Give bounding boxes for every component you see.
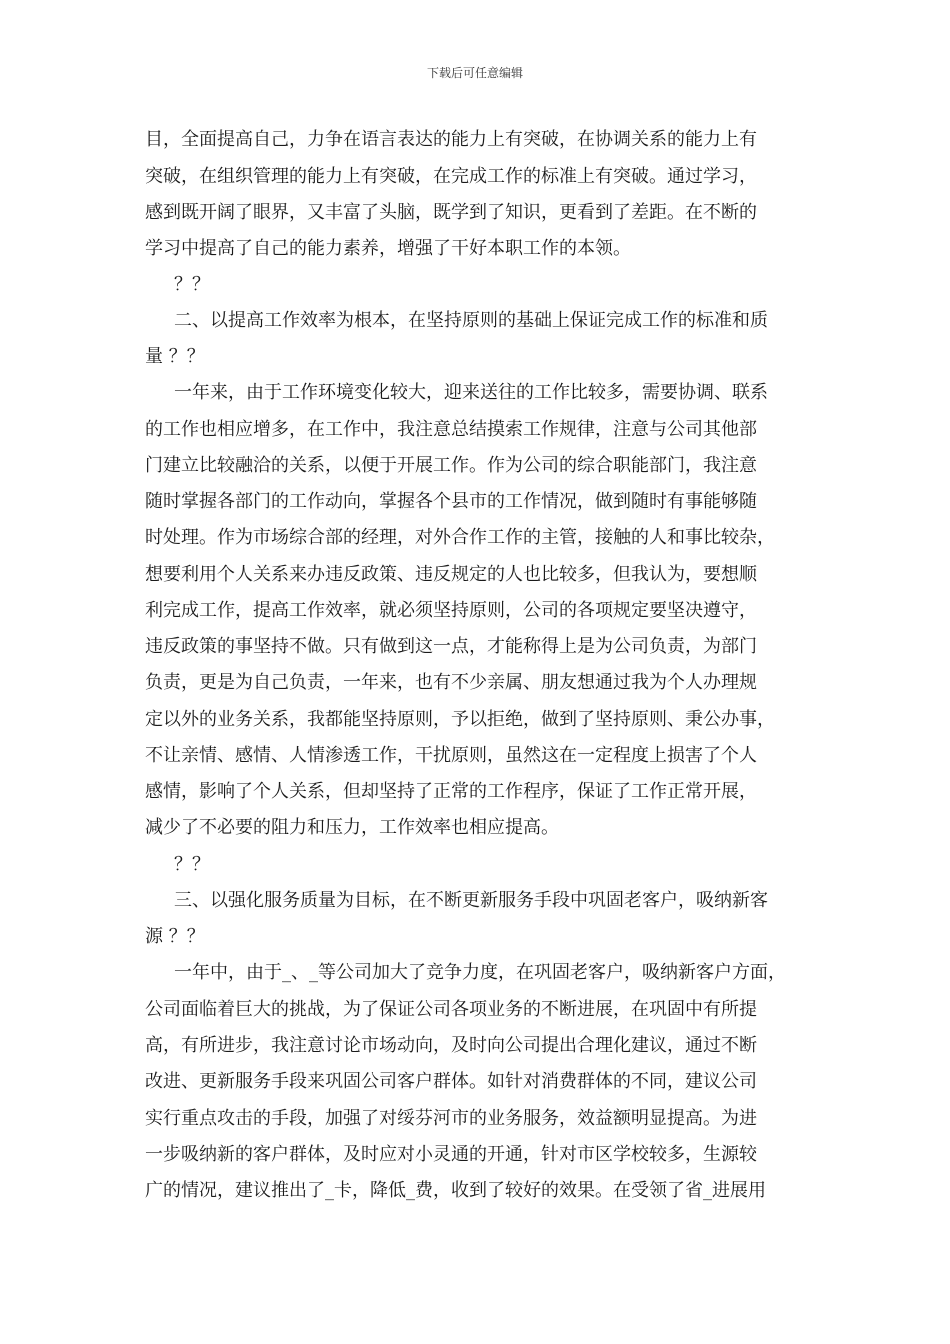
text-line: 门建立比较融洽的关系，以便于开展工作。作为公司的综合职能部门，我注意 [145,455,757,476]
text-line: 时处理。作为市场综合部的经理，对外合作工作的主管，接触的人和事比较杂， [145,527,775,548]
text-line: 公司面临着巨大的挑战，为了保证公司各项业务的不断进展，在巩固中有所提 [145,999,757,1020]
text-line: 量 ？？ [145,346,205,367]
text-line: 定以外的业务关系，我都能坚持原则，予以拒绝，做到了坚持原则、秉公办事， [145,709,775,730]
text-line: 一步吸纳新的客户群体，及时应对小灵通的开通，针对市区学校较多，生源较 [145,1144,757,1165]
text-line: 广的情况，建议推出了_卡，降低_费，收到了较好的效果。在受领了省_进展用 [145,1180,766,1201]
text-line: 高，有所进步，我注意讨论市场动向，及时向公司提出合理化建议，通过不断 [145,1035,757,1056]
text-line: ？？ [174,854,210,875]
text-line: 想要利用个人关系来办违反政策、违反规定的人也比较多，但我认为，要想顺 [145,564,757,585]
text-line: 感情，影响了个人关系，但却坚持了正常的工作程序，保证了工作正常开展， [145,781,757,802]
text-line: 一年中，由于_、_等公司加大了竞争力度，在巩固老客户，吸纳新客户方面， [174,962,786,983]
text-line: 目，全面提高自己，力争在语言表达的能力上有突破，在协调关系的能力上有 [145,129,757,150]
text-line: ？？ [174,274,210,295]
text-line: 利完成工作，提高工作效率，就必须坚持原则，公司的各项规定要坚决遵守， [145,600,757,621]
text-line: 学习中提高了自己的能力素养，增强了干好本职工作的本领。 [145,238,631,259]
page-header: 下载后可任意编辑 [426,66,523,80]
text-line: 的工作也相应增多，在工作中，我注意总结摸索工作规律，注意与公司其他部 [145,419,757,440]
text-line: 一年来，由于工作环境变化较大，迎来送往的工作比较多，需要协调、联系 [174,382,768,403]
text-line: 三、以强化服务质量为目标，在不断更新服务手段中巩固老客户，吸纳新客 [174,890,768,911]
text-line: 随时掌握各部门的工作动向，掌握各个县市的工作情况，做到随时有事能够随 [145,491,757,512]
text-line: 突破，在组织管理的能力上有突破，在完成工作的标准上有突破。通过学习， [145,166,757,187]
text-line: 不让亲情、感情、人情渗透工作，干扰原则，虽然这在一定程度上损害了个人 [145,745,757,766]
text-line: 负责，更是为自己负责，一年来，也有不少亲属、朋友想通过我为个人办理规 [145,672,757,693]
text-line: 二、以提高工作效率为根本，在坚持原则的基础上保证完成工作的标准和质 [174,310,768,331]
text-line: 减少了不必要的阻力和压力，工作效率也相应提高。 [145,817,559,838]
text-line: 实行重点攻击的手段，加强了对绥芬河市的业务服务，效益额明显提高。为进 [145,1108,757,1129]
text-line: 感到既开阔了眼界，又丰富了头脑，既学到了知识，更看到了差距。在不断的 [145,202,757,223]
text-line: 源 ？？ [145,926,205,947]
text-line: 改进、更新服务手段来巩固公司客户群体。如针对消费群体的不同，建议公司 [145,1071,757,1092]
text-line: 违反政策的事坚持不做。只有做到这一点，才能称得上是为公司负责，为部门 [145,636,757,657]
